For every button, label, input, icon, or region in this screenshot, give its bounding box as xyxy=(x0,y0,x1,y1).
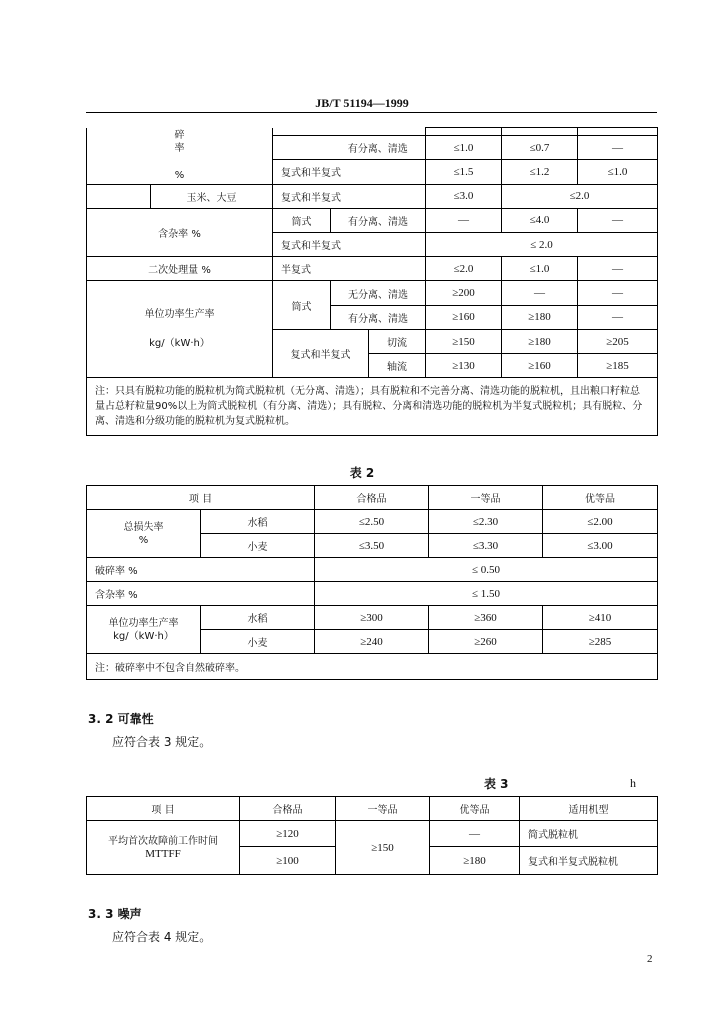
table-row xyxy=(87,128,658,136)
table-row: 小麦 ≥240 ≥260 ≥285 xyxy=(87,630,658,654)
unit-power-label: 单位功率生产率 kg/（kW·h） xyxy=(87,281,273,378)
table-row: 玉米、大豆 复式和半复式 ≤3.0 ≤2.0 xyxy=(87,184,658,208)
corn-soy-label: 玉米、大豆 xyxy=(151,184,273,208)
page-number: 2 xyxy=(647,953,653,965)
table-row: 小麦 ≤3.50 ≤3.30 ≤3.00 xyxy=(87,534,658,558)
table-note-row xyxy=(87,654,658,680)
table-row: 复式和半复式 ≤1.5 ≤1.2 ≤1.0 xyxy=(87,160,658,184)
table-row: 有分离、清选 ≤1.0 ≤0.7 — xyxy=(87,136,658,160)
section-3-3-title: 3. 3 噪声 xyxy=(88,907,142,921)
table-1-note: 注：只具有脱粒功能的脱粒机为简式脱粒机（无分离、清选）；具有脱粒和不完善分离、清选功能的脱粒机，且出粮口籽粒总量占总籽粒量90%以上为筒式脱粒机（有分离、清选）；具有脱粒、分离和清选功能的脱粒机为半复式脱粒机；具有脱粒、分离、清选和分级功能的脱粒机为复式脱粒机。 xyxy=(87,378,658,436)
section-3-2-title: 3. 2 可靠性 xyxy=(88,712,154,726)
table-row: 平均首次故障前工作时间 MTTFF ≥120 ≥150 — 简式脱粒机 xyxy=(87,821,658,847)
table-2 xyxy=(86,485,658,680)
mttff-label: 平均首次故障前工作时间 MTTFF xyxy=(87,821,240,875)
section-3-3-body: 应符合表 4 规定。 xyxy=(112,930,212,944)
table-row: 有分离、清选 ≥160 ≥180 — xyxy=(87,305,658,329)
table-row: 单位功率生产率 kg/（kW·h） 筒式 无分离、清选 ≥200 — — xyxy=(87,281,658,305)
table-1 xyxy=(86,127,658,436)
table-row: 轴流 ≥130 ≥160 ≥185 xyxy=(87,354,658,378)
unit-power-label-2: 单位功率生产率 kg/（kW·h） xyxy=(87,606,201,654)
document-header: JB/T 51194—1999 xyxy=(315,96,409,110)
table-3-unit: h xyxy=(630,776,636,790)
table-3 xyxy=(86,796,658,875)
table-header-row: 项 目 合格品 一等品 优等品 适用机型 xyxy=(87,797,658,821)
table-row: ≥100 ≥180 复式和半复式脱粒机 xyxy=(87,847,658,875)
table-row: 含杂率 % ≤ 1.50 xyxy=(87,582,658,606)
table-row: 总损失率 % 水稻 ≤2.50 ≤2.30 ≤2.00 xyxy=(87,510,658,534)
header-rule xyxy=(86,112,657,113)
crush-rate-label: 碎 率 % xyxy=(87,128,273,185)
table-note-row xyxy=(87,378,658,436)
total-loss-label: 总损失率 % xyxy=(87,510,201,558)
impurity-label: 含杂率 % xyxy=(87,208,273,256)
table-row: 含杂率 % 筒式 有分离、清选 — ≤4.0 — xyxy=(87,208,658,232)
section-3-2-body: 应符合表 3 规定。 xyxy=(112,735,212,749)
table-row: 二次处理量 % 半复式 ≤2.0 ≤1.0 — xyxy=(87,257,658,281)
table-row: 单位功率生产率 kg/（kW·h） 水稻 ≥300 ≥360 ≥410 xyxy=(87,606,658,630)
table-header-row: 项 目 合格品 一等品 优等品 xyxy=(87,486,658,510)
table-2-caption: 表 2 xyxy=(349,466,375,480)
table-row: 破碎率 % ≤ 0.50 xyxy=(87,558,658,582)
secondary-label: 二次处理量 % xyxy=(87,257,273,281)
table-2-note: 注：破碎率中不包含自然破碎率。 xyxy=(87,654,658,680)
table-3-caption: 表 3 xyxy=(484,777,509,791)
table-row: 复式和半复式 切流 ≥150 ≥180 ≥205 xyxy=(87,329,658,353)
table-row: 复式和半复式 ≤ 2.0 xyxy=(87,233,658,257)
